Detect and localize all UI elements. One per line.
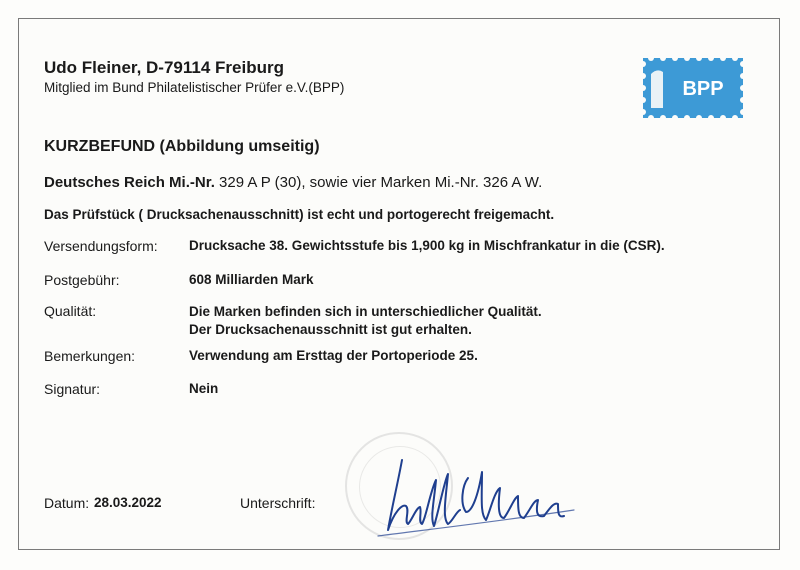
- item-prefix: Deutsches Reich Mi.-Nr.: [44, 174, 215, 191]
- field-value-signatur: Nein: [189, 381, 219, 396]
- signature-label: Unterschrift:: [240, 495, 316, 511]
- issuer-name: Udo Fleiner, D-79114 Freiburg: [44, 58, 284, 77]
- field-value-postgebuehr: 608 Milliarden Mark: [189, 272, 314, 287]
- item-numbers: 329 A P (30), sowie vier Marken Mi.-Nr. 326 A W.: [214, 174, 543, 191]
- field-label-qualitaet: Qualität:: [44, 303, 97, 319]
- authenticity-statement: Das Prüfstück ( Drucksachenausschnitt) ist echt und portogerecht freigemacht.: [44, 207, 555, 222]
- bpp-logo-icon: [643, 58, 743, 118]
- qualitaet-line-2: Der Drucksachenausschnitt ist gut erhalten.: [189, 322, 472, 337]
- field-label-versendungsform: Versendungsform:: [44, 238, 158, 254]
- handwritten-signature: [364, 452, 584, 542]
- field-value-versendungsform: Drucksache 38. Gewichtsstufe bis 1,900 kg in Mischfrankatur in die (CSR).: [189, 238, 665, 253]
- date-value: 28.03.2022: [94, 495, 162, 510]
- field-value-bemerkungen: Verwendung am Ersttag der Portoperiode 25.: [189, 348, 478, 363]
- item-description: [44, 174, 542, 191]
- field-label-postgebuehr: Postgebühr:: [44, 272, 120, 288]
- report-heading: KURZBEFUND (Abbildung umseitig): [44, 138, 320, 155]
- date-label: Datum:: [44, 495, 90, 511]
- issuer-membership: Mitglied im Bund Philatelistischer Prüfer e.V.(BPP): [44, 80, 345, 95]
- field-label-bemerkungen: Bemerkungen:: [44, 348, 136, 364]
- qualitaet-line-1: Die Marken befinden sich in unterschiedlicher Qualität.: [189, 304, 542, 319]
- field-label-signatur: Signatur:: [44, 381, 101, 397]
- bpp-logo-text: BPP: [682, 78, 724, 100]
- field-value-qualitaet: [189, 303, 749, 339]
